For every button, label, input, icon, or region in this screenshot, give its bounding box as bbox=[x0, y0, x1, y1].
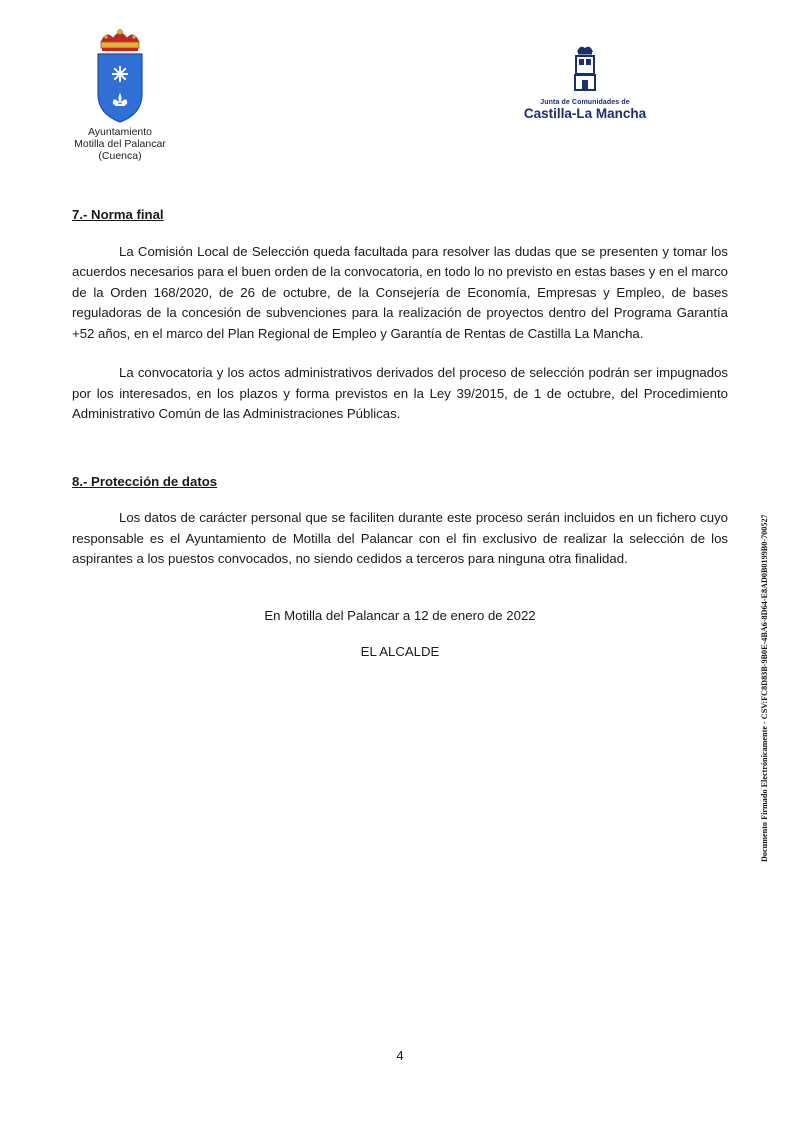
signer-title: EL ALCALDE bbox=[360, 644, 440, 659]
section-spacer bbox=[72, 444, 728, 472]
section-title: 8.- Protección de datos bbox=[72, 473, 218, 489]
municipality-line: (Cuenca) bbox=[98, 150, 142, 162]
jccm-logo bbox=[520, 44, 650, 121]
page-number: 4 bbox=[396, 1048, 404, 1063]
paragraph: La Comisión Local de Selección queda facultada para resolver las dudas que se presenten y tomar los acuerdos necesarios para el buen orden de la convocatoria, en todo lo no previsto en estas bases y en el marco de la Orden 168/2020, de 26 de octubre, de la Consejería de Economía, Empresas y Empleo, de bases reguladoras de la concesión de subvenciones para la realización de proyectos dentro del Programa Garantía +52 años, en el marco del Plan Regional de Empleo y Garantía de Rentas de Castilla La Mancha. bbox=[72, 243, 728, 341]
document-body bbox=[72, 205, 728, 663]
municipality-line: Motilla del Palancar bbox=[74, 138, 166, 150]
municipality-line: Ayuntamiento bbox=[87, 126, 152, 138]
jccm-small-text: Junta de Comunidades de bbox=[540, 99, 630, 106]
coat-of-arms-icon bbox=[92, 28, 148, 124]
place-and-date: En Motilla del Palancar a 12 de enero de 2022 bbox=[264, 607, 536, 623]
electronic-signature-stamp: Documento Firmado Electrónicamente - CSV:FC8D83B-9B0E-4BA6-8D64-E8AD0B0199B0-700527 bbox=[760, 514, 769, 862]
municipality-name bbox=[60, 126, 180, 162]
municipality-header bbox=[60, 28, 180, 162]
castle-icon bbox=[570, 44, 600, 92]
jccm-name: Castilla-La Mancha bbox=[523, 106, 647, 121]
paragraph: Los datos de carácter personal que se faciliten durante este proceso serán incluidos en un fichero cuyo responsable es el Ayuntamiento de Motilla del Palancar con el fin exclusivo de realizar la selección de los aspirantes a los puestos convocados, no siendo cedidos a terceros para ninguna otra finalidad. bbox=[72, 510, 728, 566]
section-title: 7.- Norma final bbox=[72, 207, 164, 222]
paragraph: La convocatoria y los actos administrativos derivados del proceso de selección podrán ser impugnados por los interesados, en los plazos y forma previstos en la Ley 39/2015, de 1 de octubre, del Procedimiento Administrativo Común de las Administraciones Públicas. bbox=[72, 365, 728, 421]
